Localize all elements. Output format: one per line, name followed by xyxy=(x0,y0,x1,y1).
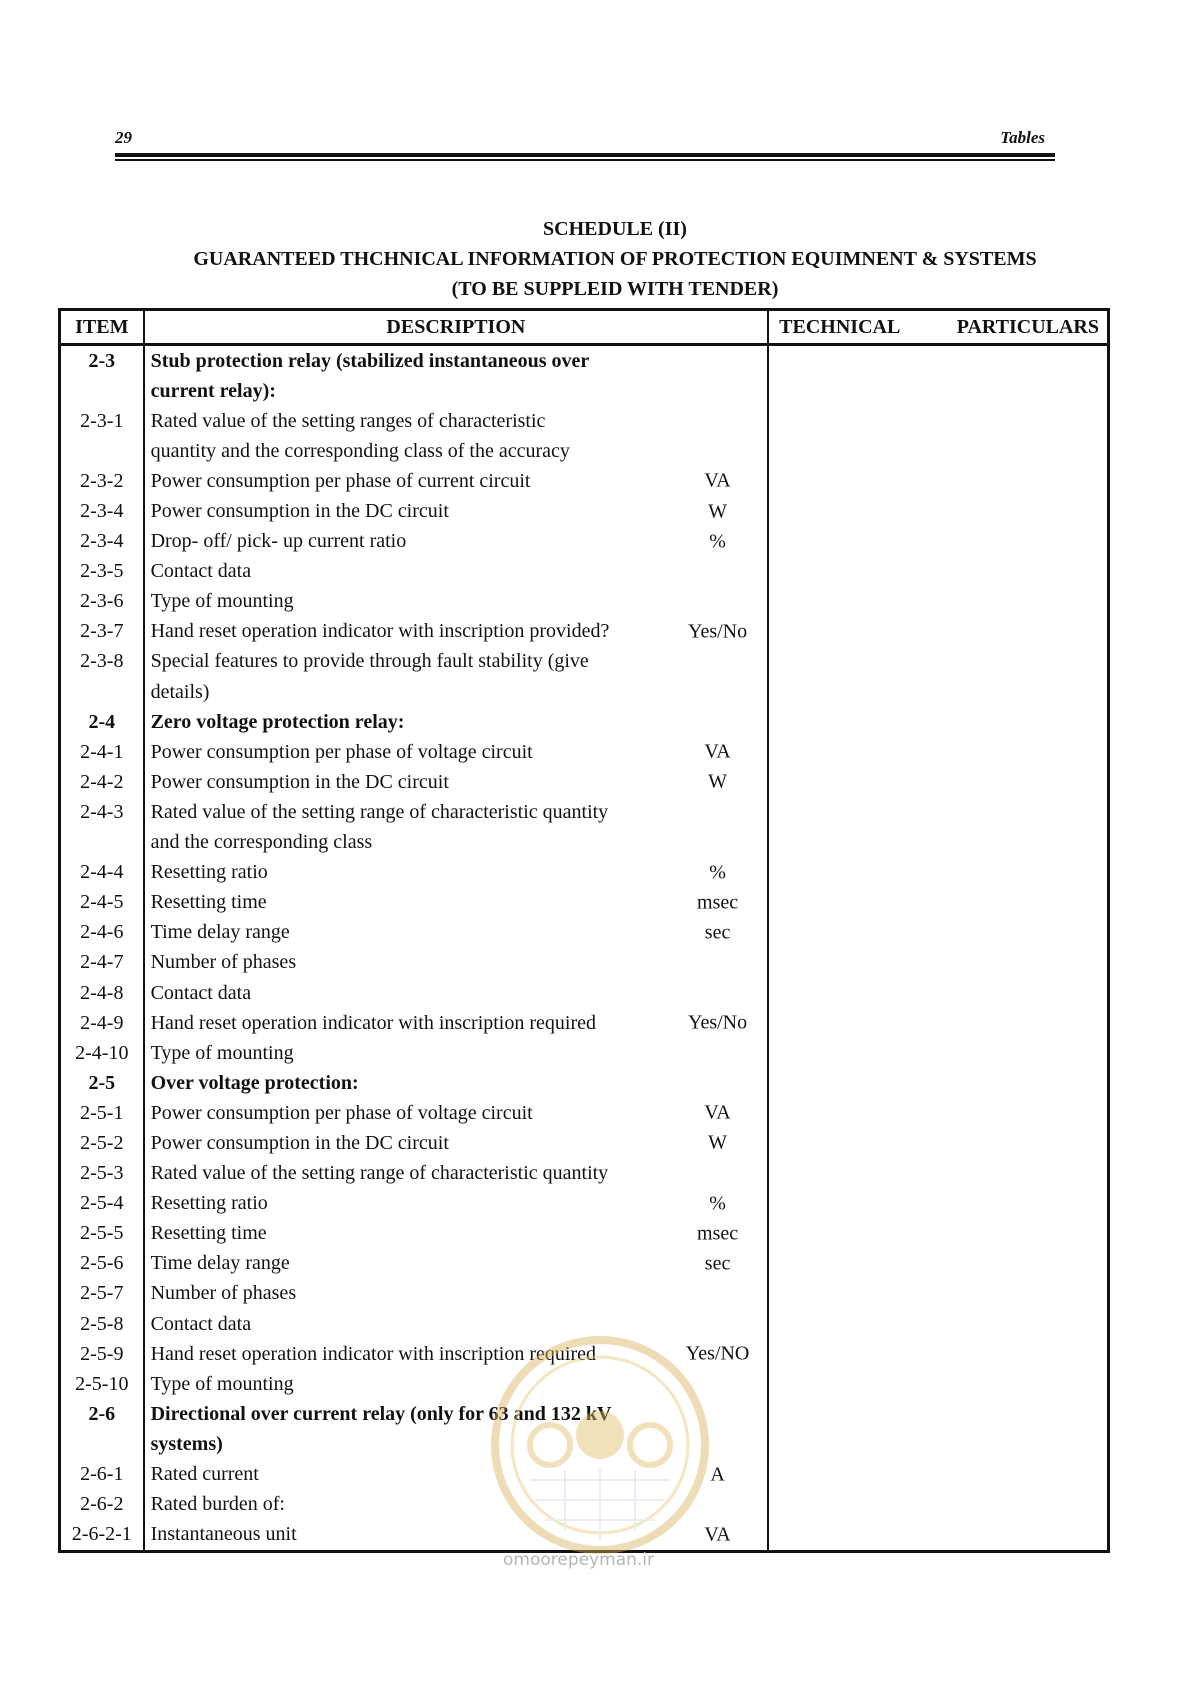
description-text: Power consumption in the DC circuit xyxy=(150,1131,449,1154)
item-number: 2-5-2 xyxy=(60,1128,144,1158)
item-number: 2-3-6 xyxy=(60,587,144,617)
description-text: Directional over current relay (only for 63 and 132 kV xyxy=(150,1402,612,1425)
technical-particulars-cell xyxy=(768,737,1108,767)
item-number: 2-4-5 xyxy=(60,888,144,918)
table-row xyxy=(60,677,1109,707)
description-text: Type of mounting xyxy=(150,590,294,613)
table-row xyxy=(60,978,1109,1008)
header-description: DESCRIPTION xyxy=(144,310,769,345)
description-cell xyxy=(144,1068,769,1098)
item-number: 2-5-7 xyxy=(60,1279,144,1309)
description-text: Hand reset operation indicator with inscription provided? xyxy=(150,620,610,643)
description-text: quantity and the corresponding class of the accuracy xyxy=(150,439,570,462)
description-cell xyxy=(144,828,769,858)
description-text: details) xyxy=(150,680,210,703)
item-number: 2-4-6 xyxy=(60,918,144,948)
technical-particulars-cell xyxy=(768,1490,1108,1520)
description-text: Type of mounting xyxy=(150,1372,294,1395)
table-row xyxy=(60,1219,1109,1249)
item-number: 2-4-8 xyxy=(60,978,144,1008)
unit-label: sec xyxy=(704,921,731,944)
unit-label: Yes/No xyxy=(688,1011,748,1034)
technical-particulars-cell xyxy=(768,376,1108,406)
schedule-subtitle: GUARANTEED THCHNICAL INFORMATION OF PROTECTION EQUIMNENT & SYSTEMS xyxy=(193,248,1037,270)
technical-particulars-cell xyxy=(768,1098,1108,1128)
technical-particulars-cell xyxy=(768,647,1108,677)
description-cell xyxy=(144,1219,769,1249)
header-particulars: PARTICULARS xyxy=(956,315,1099,338)
unit-label: W xyxy=(708,770,728,793)
description-cell xyxy=(144,466,769,496)
table-row xyxy=(60,1038,1109,1068)
description-text: Power consumption per phase of voltage circuit xyxy=(150,1101,533,1124)
description-cell xyxy=(144,797,769,827)
unit-label: W xyxy=(708,1131,728,1154)
table-row xyxy=(60,797,1109,827)
item-number: 2-4-1 xyxy=(60,737,144,767)
unit-label: VA xyxy=(704,1101,731,1124)
description-cell xyxy=(144,496,769,526)
item-number: 2-5-5 xyxy=(60,1219,144,1249)
unit-label: VA xyxy=(704,740,731,763)
item-number: 2-4-10 xyxy=(60,1038,144,1068)
table-row xyxy=(60,345,1109,377)
description-text: current relay): xyxy=(150,379,276,402)
table-header-row xyxy=(60,310,1109,345)
item-number: 2-5-8 xyxy=(60,1309,144,1339)
technical-particulars-cell xyxy=(768,1068,1108,1098)
description-text: Zero voltage protection relay: xyxy=(150,710,405,733)
item-number: 2-5-9 xyxy=(60,1339,144,1369)
description-text: Contact data xyxy=(150,560,252,583)
description-text: Resetting time xyxy=(150,891,267,914)
item-number: 2-6-1 xyxy=(60,1459,144,1489)
header-item: ITEM xyxy=(60,310,144,345)
table-row xyxy=(60,918,1109,948)
watermark-logo-icon xyxy=(485,1330,715,1560)
description-text: systems) xyxy=(150,1432,223,1455)
description-cell xyxy=(144,707,769,737)
unit-label: sec xyxy=(704,1252,731,1275)
page-header xyxy=(115,128,1055,158)
technical-particulars-cell xyxy=(768,1159,1108,1189)
table-row xyxy=(60,376,1109,406)
description-cell xyxy=(144,617,769,647)
item-number: 2-4-7 xyxy=(60,948,144,978)
unit-label: % xyxy=(709,530,726,553)
item-number: 2-3-7 xyxy=(60,617,144,647)
technical-particulars-cell xyxy=(768,858,1108,888)
technical-particulars-cell xyxy=(768,587,1108,617)
description-cell xyxy=(144,647,769,677)
description-cell xyxy=(144,888,769,918)
description-cell xyxy=(144,1008,769,1038)
table-row xyxy=(60,1068,1109,1098)
technical-particulars-cell xyxy=(768,1249,1108,1279)
technical-particulars-cell xyxy=(768,527,1108,557)
item-number: 2-5-10 xyxy=(60,1369,144,1399)
technical-particulars-cell xyxy=(768,1459,1108,1489)
technical-particulars-cell xyxy=(768,345,1108,377)
description-text: Over voltage protection: xyxy=(150,1071,359,1094)
item-number: 2-4-2 xyxy=(60,767,144,797)
unit-label: msec xyxy=(697,891,739,914)
description-text: Contact data xyxy=(150,981,252,1004)
table-row xyxy=(60,828,1109,858)
section-title: Tables xyxy=(1000,128,1045,147)
description-text: Number of phases xyxy=(150,1282,297,1305)
page-number: 29 xyxy=(115,128,132,147)
technical-particulars-cell xyxy=(768,557,1108,587)
description-text: Power consumption per phase of current circuit xyxy=(150,469,531,492)
description-cell xyxy=(144,858,769,888)
description-cell xyxy=(144,436,769,466)
technical-particulars-cell xyxy=(768,707,1108,737)
description-text: Rated value of the setting ranges of characteristic xyxy=(150,409,546,432)
technical-particulars-cell xyxy=(768,978,1108,1008)
unit-label: VA xyxy=(704,469,731,492)
unit-label: VA xyxy=(704,1523,731,1546)
description-cell xyxy=(144,557,769,587)
technical-particulars-cell xyxy=(768,436,1108,466)
description-text: Resetting time xyxy=(150,1222,267,1245)
description-text: Number of phases xyxy=(150,951,297,974)
description-cell xyxy=(144,1189,769,1219)
header-rule-thick xyxy=(115,153,1055,157)
technical-particulars-cell xyxy=(768,1038,1108,1068)
table-row xyxy=(60,737,1109,767)
item-number: 2-5-3 xyxy=(60,1159,144,1189)
item-number: 2-3-1 xyxy=(60,406,144,436)
technical-particulars-cell xyxy=(768,797,1108,827)
technical-particulars-cell xyxy=(768,1520,1108,1552)
technical-particulars-cell xyxy=(768,496,1108,526)
table-row xyxy=(60,527,1109,557)
description-text: Power consumption in the DC circuit xyxy=(150,770,449,793)
technical-particulars-cell xyxy=(768,466,1108,496)
schedule-title: SCHEDULE (II) xyxy=(543,218,687,240)
description-text: Rated value of the setting range of characteristic quantity xyxy=(150,800,609,823)
item-number: 2-3-8 xyxy=(60,647,144,677)
description-text: Type of mounting xyxy=(150,1041,294,1064)
technical-particulars-cell xyxy=(768,406,1108,436)
schedule-titles xyxy=(60,214,1170,304)
technical-particulars-cell xyxy=(768,767,1108,797)
item-number: 2-6-2 xyxy=(60,1490,144,1520)
description-text: Special features to provide through fault stability (give xyxy=(150,650,589,673)
description-cell xyxy=(144,406,769,436)
technical-particulars-cell xyxy=(768,1369,1108,1399)
table-row xyxy=(60,406,1109,436)
description-cell xyxy=(144,527,769,557)
description-cell xyxy=(144,587,769,617)
item-number: 2-3-5 xyxy=(60,557,144,587)
unit-label: % xyxy=(709,1192,726,1215)
table-row xyxy=(60,888,1109,918)
item-number: 2-3-2 xyxy=(60,466,144,496)
description-text: Resetting ratio xyxy=(150,1192,268,1215)
description-cell xyxy=(144,767,769,797)
unit-label: Yes/No xyxy=(688,620,748,643)
description-cell xyxy=(144,918,769,948)
item-number xyxy=(60,436,144,466)
table-row xyxy=(60,587,1109,617)
table-row xyxy=(60,466,1109,496)
description-text: Instantaneous unit xyxy=(150,1523,297,1546)
table-row xyxy=(60,858,1109,888)
description-text: Rated burden of: xyxy=(150,1493,285,1516)
item-number: 2-4 xyxy=(60,707,144,737)
table-row xyxy=(60,617,1109,647)
item-number: 2-3-4 xyxy=(60,527,144,557)
description-cell xyxy=(144,1038,769,1068)
table-row xyxy=(60,1008,1109,1038)
item-number: 2-5 xyxy=(60,1068,144,1098)
unit-label: % xyxy=(709,861,726,884)
table-row xyxy=(60,647,1109,677)
item-number xyxy=(60,828,144,858)
item-number: 2-4-9 xyxy=(60,1008,144,1038)
description-text: Hand reset operation indicator with inscription required xyxy=(150,1342,596,1365)
description-text: Hand reset operation indicator with inscription required xyxy=(150,1011,596,1034)
description-cell xyxy=(144,1159,769,1189)
description-cell xyxy=(144,948,769,978)
unit-label: Yes/NO xyxy=(685,1342,750,1365)
description-text: Contact data xyxy=(150,1312,252,1335)
description-cell xyxy=(144,737,769,767)
header-technical-particulars xyxy=(768,310,1108,345)
description-text: Time delay range xyxy=(150,921,290,944)
table-row xyxy=(60,1279,1109,1309)
technical-particulars-cell xyxy=(768,888,1108,918)
description-text: Stub protection relay (stabilized instantaneous over xyxy=(150,349,590,372)
description-cell xyxy=(144,677,769,707)
description-text: Time delay range xyxy=(150,1252,290,1275)
table-row xyxy=(60,1098,1109,1128)
description-text: Drop- off/ pick- up current ratio xyxy=(150,530,407,553)
description-cell xyxy=(144,1249,769,1279)
technical-particulars-cell xyxy=(768,1189,1108,1219)
description-text: Power consumption in the DC circuit xyxy=(150,500,449,523)
unit-label: W xyxy=(708,500,728,523)
technical-particulars-cell xyxy=(768,1399,1108,1429)
item-number: 2-3-4 xyxy=(60,496,144,526)
description-text: Rated value of the setting range of characteristic quantity xyxy=(150,1162,609,1185)
table-row xyxy=(60,496,1109,526)
table-row xyxy=(60,1249,1109,1279)
item-number: 2-4-4 xyxy=(60,858,144,888)
table-row xyxy=(60,767,1109,797)
description-cell xyxy=(144,1098,769,1128)
technical-particulars-cell xyxy=(768,677,1108,707)
item-number xyxy=(60,1429,144,1459)
technical-particulars-cell xyxy=(768,1128,1108,1158)
header-rule-thin xyxy=(115,159,1055,161)
technical-particulars-cell xyxy=(768,617,1108,647)
table-row xyxy=(60,1159,1109,1189)
description-cell xyxy=(144,376,769,406)
table-row xyxy=(60,1189,1109,1219)
technical-particulars-cell xyxy=(768,1309,1108,1339)
technical-particulars-cell xyxy=(768,1008,1108,1038)
item-number xyxy=(60,376,144,406)
table-row xyxy=(60,436,1109,466)
description-text: Resetting ratio xyxy=(150,861,268,884)
technical-particulars-cell xyxy=(768,1429,1108,1459)
technical-particulars-cell xyxy=(768,1339,1108,1369)
item-number: 2-4-3 xyxy=(60,797,144,827)
item-number: 2-3 xyxy=(60,345,144,377)
technical-particulars-cell xyxy=(768,918,1108,948)
technical-particulars-cell xyxy=(768,828,1108,858)
table-row xyxy=(60,1128,1109,1158)
schedule-note: (TO BE SUPPLEID WITH TENDER) xyxy=(451,278,779,300)
item-number: 2-5-4 xyxy=(60,1189,144,1219)
item-number: 2-5-1 xyxy=(60,1098,144,1128)
table-row xyxy=(60,948,1109,978)
technical-particulars-cell xyxy=(768,948,1108,978)
description-cell xyxy=(144,1128,769,1158)
technical-particulars-cell xyxy=(768,1219,1108,1249)
table-row xyxy=(60,707,1109,737)
header-technical: TECHNICAL xyxy=(779,315,901,338)
unit-label: A xyxy=(710,1463,725,1486)
description-cell xyxy=(144,345,769,377)
item-number: 2-6 xyxy=(60,1399,144,1429)
unit-label: msec xyxy=(697,1222,739,1245)
description-cell xyxy=(144,1279,769,1309)
item-number xyxy=(60,677,144,707)
description-text: Rated current xyxy=(150,1463,259,1486)
description-text: Power consumption per phase of voltage circuit xyxy=(150,740,533,763)
item-number: 2-5-6 xyxy=(60,1249,144,1279)
description-cell xyxy=(144,978,769,1008)
table-row xyxy=(60,557,1109,587)
technical-particulars-cell xyxy=(768,1279,1108,1309)
item-number: 2-6-2-1 xyxy=(60,1520,144,1552)
description-text: and the corresponding class xyxy=(150,831,373,854)
watermark-url: omoorepeyman.ir xyxy=(503,1550,655,1570)
